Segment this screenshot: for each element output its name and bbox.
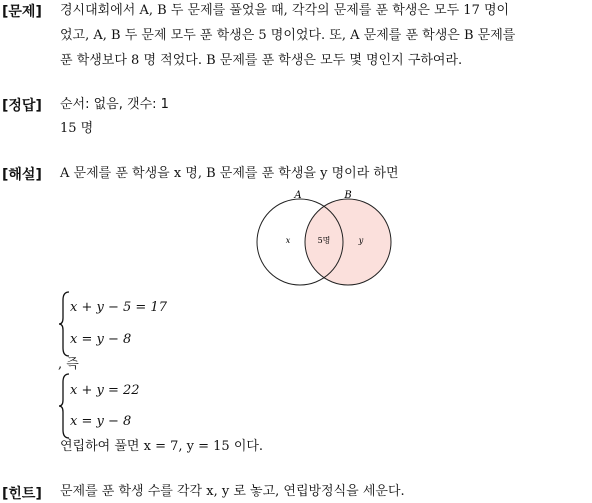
system-2-eq-2: x = y − 8 (70, 414, 132, 429)
connector-text: , 즉 (58, 357, 79, 372)
hint-tag: [힌트] (2, 486, 42, 502)
venn-region-right: y (358, 236, 364, 245)
answer-line-1: 순서: 없음, 갯수: 1 (60, 97, 169, 112)
answer-tag: [정답] (2, 98, 42, 114)
venn-diagram (248, 187, 398, 287)
explanation-intro: A 문제를 푼 학생을 x 명, B 문제를 푼 학생을 y 명이라 하면 (60, 166, 399, 181)
answer-line-2: 15 명 (60, 121, 94, 136)
venn-label-a: A (294, 190, 302, 201)
conclusion-text: 연립하여 풀면 x = 7, y = 15 이다. (60, 439, 264, 454)
hint-text: 문제를 푼 학생 수를 각각 x, y 로 놓고, 연립방정식을 세운다. (60, 484, 405, 499)
venn-region-middle: 5명 (317, 236, 331, 245)
problem-line-1: 경시대회에서 A, B 두 문제를 풀었을 때, 각각의 문제를 푼 학생은 모두 17 명이 (60, 3, 510, 18)
system-1-eq-1: x + y − 5 = 17 (70, 300, 167, 315)
system-2-eq-1: x + y = 22 (70, 383, 140, 398)
venn-region-left: x (285, 236, 291, 245)
system-1-eq-2: x = y − 8 (70, 332, 132, 347)
explanation-tag: [해설] (2, 167, 42, 183)
problem-tag: [문제] (2, 4, 42, 20)
problem-line-3: 푼 학생보다 8 명 적었다. B 문제를 푼 학생은 모두 몇 명인지 구하여라. (60, 53, 463, 68)
problem-line-2: 었고, A, B 두 문제 모두 푼 학생은 5 명이었다. 또, A 문제를 푼 학생은 B 문제를 (60, 28, 516, 43)
venn-label-b: B (344, 190, 352, 201)
